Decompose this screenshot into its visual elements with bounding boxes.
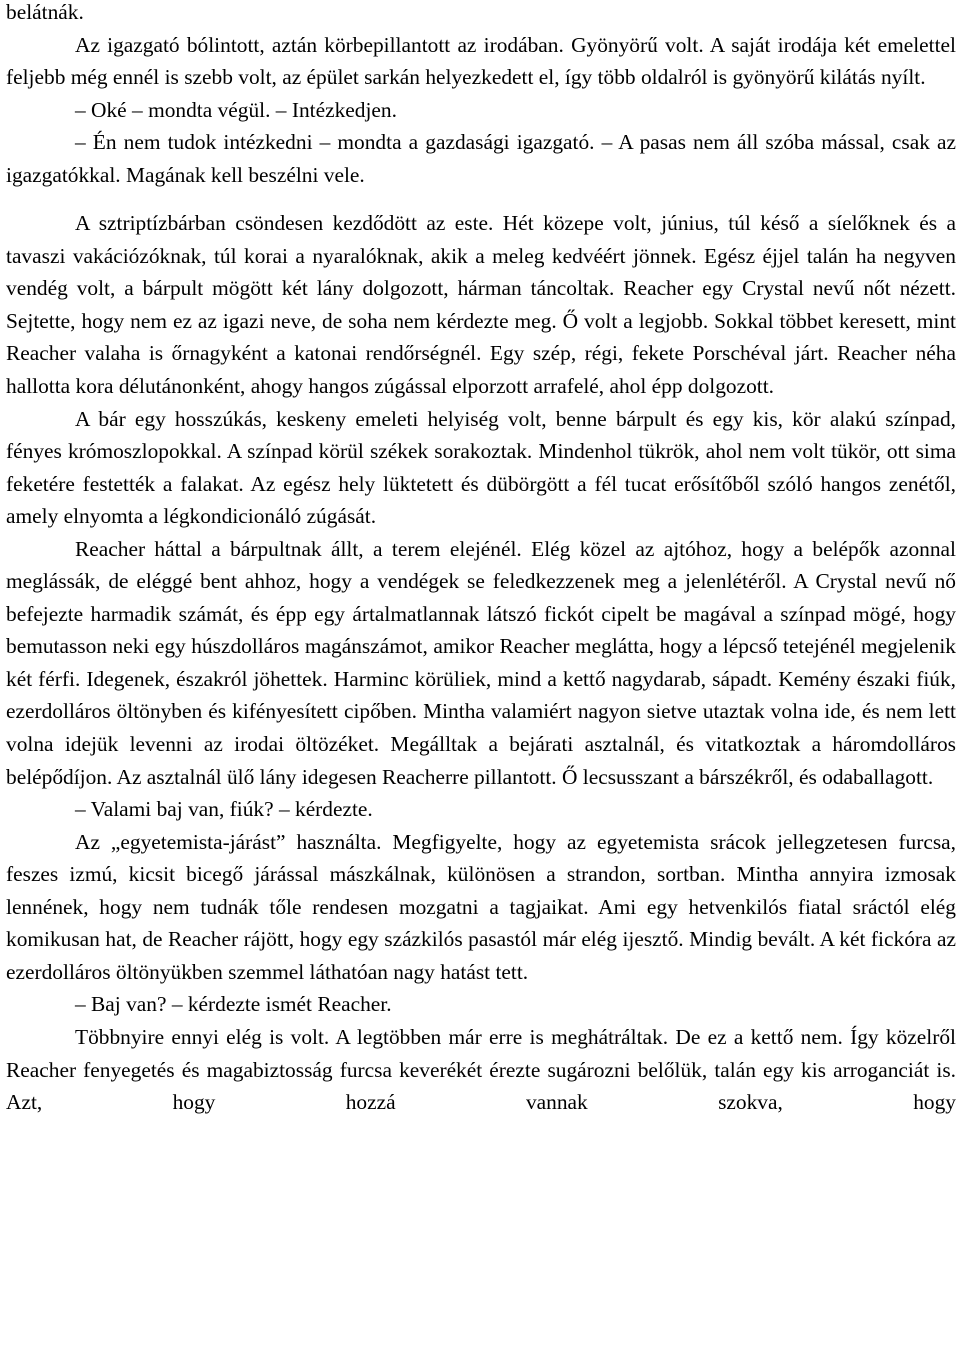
document-page <box>6 0 956 1119</box>
paragraph: Az igazgató bólintott, aztán körbepillantott az irodában. Gyönyörű volt. A saját irodája két emelettel feljebb még ennél is szebb volt, az épület sarkán helyezkedett el, így több oldalról is gyönyörű kilátás nyílt. <box>6 32 956 90</box>
paragraph: Reacher háttal a bárpultnak állt, a terem elejénél. Elég közel az ajtóhoz, hogy a belépők azonnal meglássák, de eléggé bent ahhoz, hogy a vendégek se feledkezzenek meg a jelenlétéről. A Crystal nevű nő befejezte harmadik számát, és épp egy ártalmatlannak látszó fickót cipelt be magával a színpad mögé, hogy bemutasson neki egy húszdolláros magánszámot, amikor Reacher meglátta, hogy a lépcső tetejénél megjelenik két férfi. Idegenek, északról jöhettek. Harminc körüliek, mind a kettő nagydarab, sápadt. Kemény északi fiúk, ezerdolláros öltönyben és kifényesített cipőben. Mintha valamiért nagyon sietve utaztak volna ide, és nem lett volna idejük levenni az irodai öltözéket. Megálltak a bejárati asztalnál, és vitatkoztak a háromdolláros belépődíjon. Az asztalnál ülő lány idegesen Reacherre pillantott. Ő lecsusszant a bárszékről, és odaballagott. <box>6 536 956 789</box>
paragraph: – Baj van? – kérdezte ismét Reacher. <box>75 992 392 1017</box>
paragraph: A bár egy hosszúkás, keskeny emeleti helyiség volt, benne bárpult és egy kis, kör alakú színpad, fényes krómoszlopokkal. A színpad körül székek sorakoztak. Mindenhol tükrök, ahol nem volt tükör, ott sima feketére festették a falakat. Az egész hely lüktetett és dübörgött a fél tucat erősítőből szóló hangos zenétől, amely elnyomta a légkondicionáló zúgását. <box>6 406 956 529</box>
paragraph: – Én nem tudok intézkedni – mondta a gazdasági igazgató. – A pasas nem áll szóba mással, csak az igazgatókkal. Magának kell beszélni vele. <box>6 130 956 187</box>
paragraph: belátnák. <box>6 0 84 24</box>
paragraph: – Valami baj van, fiúk? – kérdezte. <box>75 797 373 822</box>
paragraph: Többnyire ennyi elég is volt. A legtöbben már erre is meghátráltak. De ez a kettő nem. Így közelről Reacher fenyegetés és magabiztosság furcsa keverékét érezte sugározni belőlük, talán egy kis arroganciát is. Azt, hogy hozzá vannak szokva, hogy <box>6 1024 956 1115</box>
paragraph: A sztriptízbárban csöndesen kezdődött az este. Hét közepe volt, június, túl késő a síelőknek és a tavaszi vakációzóknak, túl korai a nyaralóknak, akik a meleg kedvéért jönnek. Egész éjjel talán ha negyven vendég volt, a bárpult mögött két lány dolgozott, hárman táncoltak. Reacher egy Crystal nevű nőt nézett. Sejtette, hogy nem ez az igazi neve, de soha nem kérdezte meg. Ő volt a legjobb. Sokkal többet keresett, mint Reacher valaha is őrnagyként a katonai rendőrségnél. Egy szép, régi, fekete Porschéval járt. Reacher néha hallotta kora délutánonként, ahogy hangos zúgással elporzott arrafelé, ahol épp dolgozott. <box>6 211 956 399</box>
paragraph: – Oké – mondta végül. – Intézkedjen. <box>75 97 397 122</box>
paragraph: Az „egyetemista-járást” használta. Megfigyelte, hogy az egyetemista srácok jellegzetesen furcsa, feszes izmú, kicsit bicegő járással mászkálnak, különösen a strandon, sortban. Mintha annyira izmosak lennének, hogy nem tudnák tőle rendesen mozgatni a tagjaikat. Ami egy hetvenkilós fiatal sráctól elég komikusan hat, de Reacher rájött, hogy egy százkilós pasastól már elég ijesztő. Mindig bevált. A két fickóra az ezerdolláros öltönyükben szemmel láthatóan nagy hatást tett. <box>6 829 956 984</box>
